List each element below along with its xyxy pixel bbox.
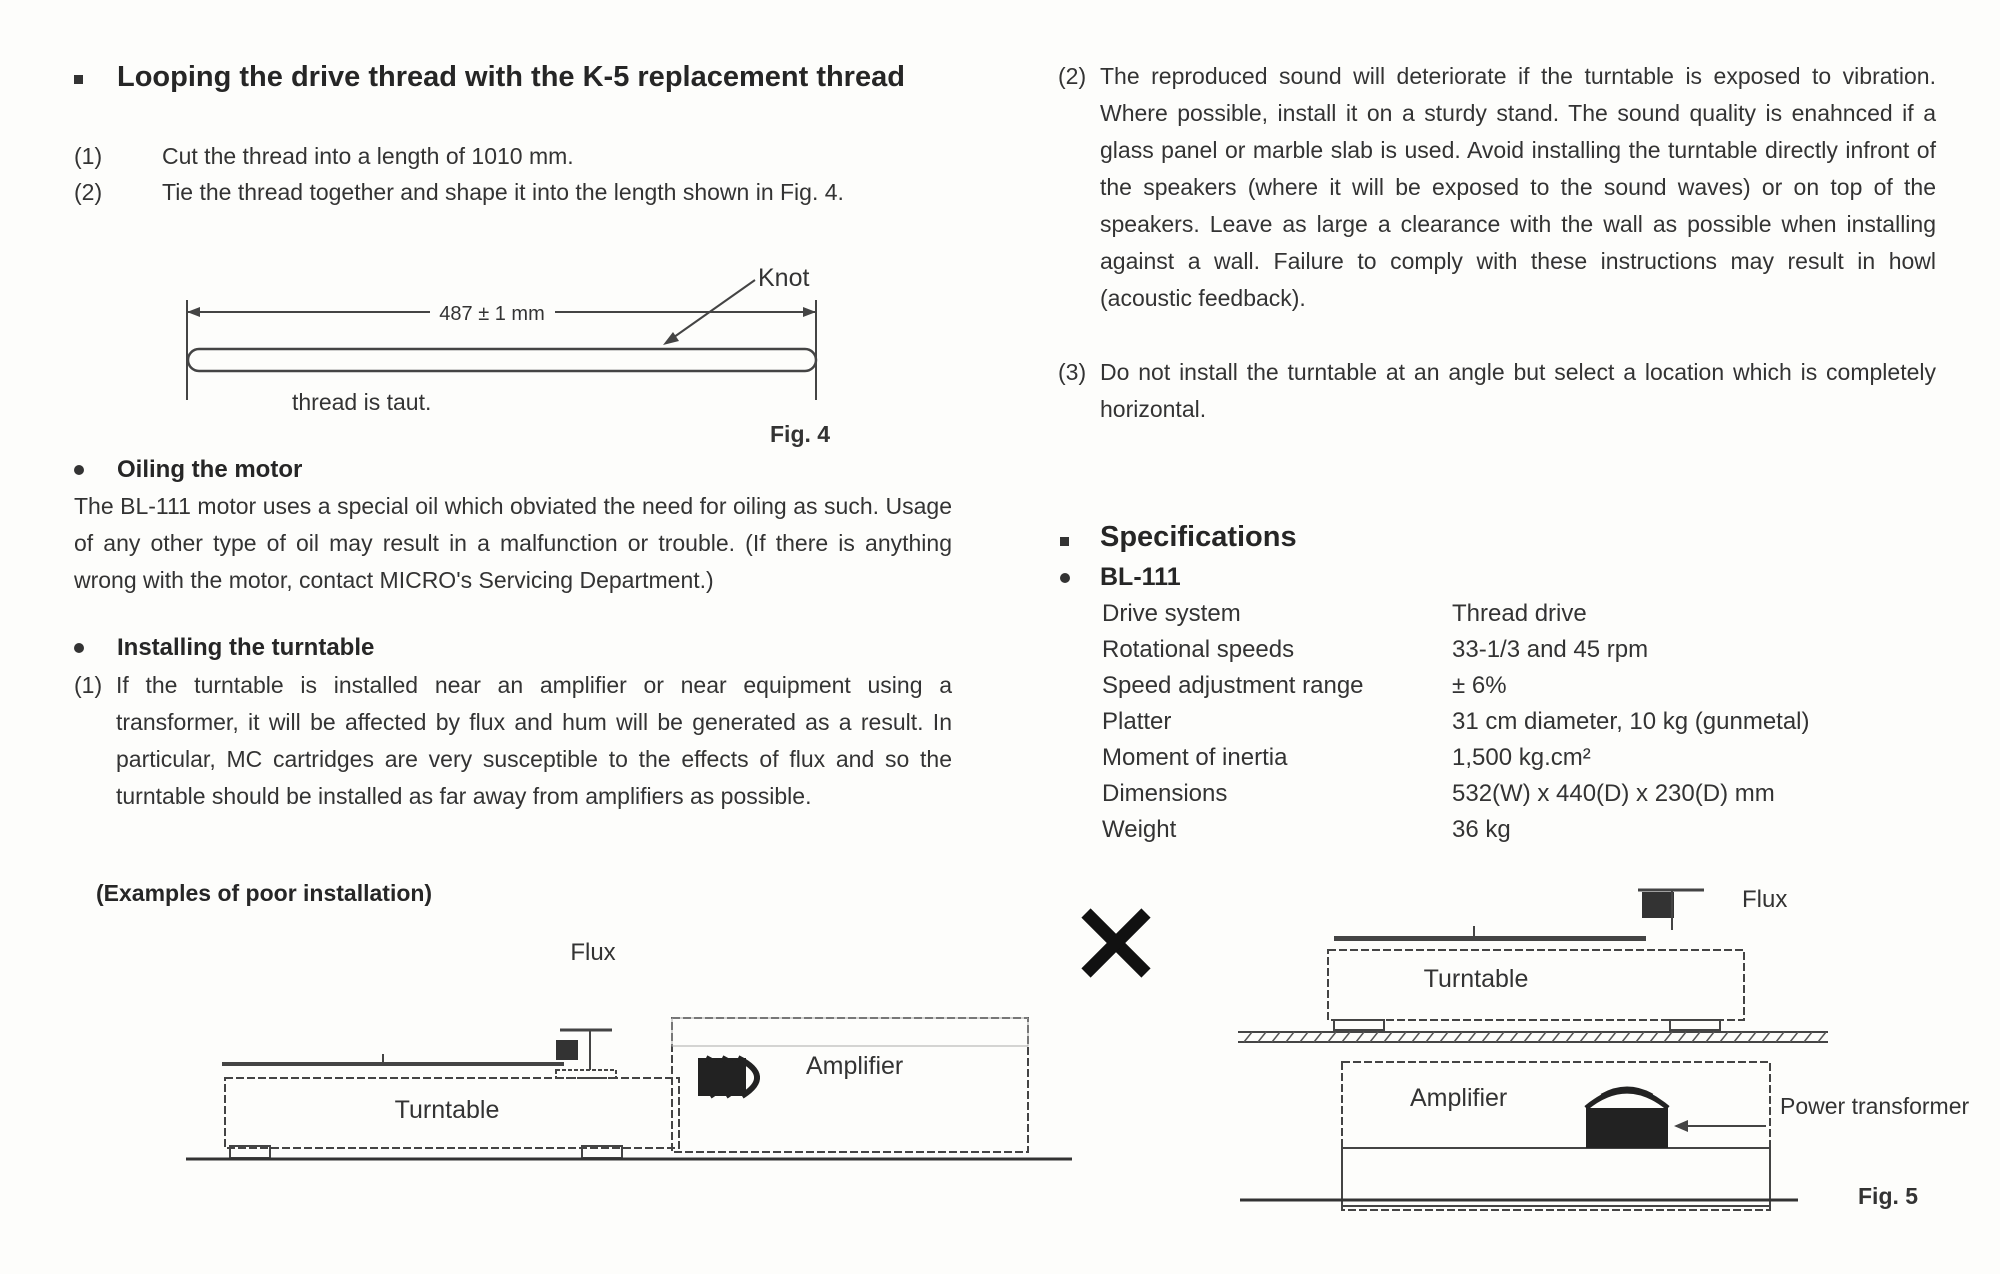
spec-row <box>1102 632 1922 668</box>
amplifier-label: Amplifier <box>806 1052 904 1080</box>
fig4-dimension: 487 ± 1 mm <box>439 303 545 325</box>
spec-row <box>1102 704 1922 740</box>
spec-value: 36 kg <box>1452 816 1511 843</box>
oiling-text: The BL-111 motor uses a special oil which obviated the need for oiling as such. Usage of any other type of oil may result in a malfunction or trouble. (If there is anything wrong with the motor, contact MICRO's Servicing Department.) <box>74 493 952 593</box>
specifications-heading: Specifications <box>1100 521 1297 553</box>
step-text: Tie the thread together and shape it into the length shown in Fig. 4. <box>162 179 844 205</box>
item-number: (2) <box>1058 63 1087 89</box>
spec-key: Dimensions <box>1102 780 1228 807</box>
step-number: (2) <box>74 179 103 205</box>
step-text: Cut the thread into a length of 1010 mm. <box>162 143 574 169</box>
taut-note: thread is taut. <box>292 389 432 415</box>
power-transformer-label <box>1780 1093 1970 1119</box>
spec-key: Platter <box>1102 708 1172 735</box>
fig4-thread-diagram <box>160 250 860 450</box>
vibration-text: The reproduced sound will deteriorate if the turntable is exposed to vibration. Where possible, install it on a sturdy stand. The sound quality is enahnced if a glass panel or marble slab is used. Avoid installing the turntable directly infront of the speakers (where it will be exposed to the sound waves) or on top of the speakers. Leave as large a clearance with the wall as possible when installing against a wall. Failure to comply with these instructions may result in howl (acoustic feedback). <box>1100 63 1936 311</box>
spec-row <box>1102 740 1922 776</box>
installing-item-text: If the turntable is installed near an amplifier or near equipment using a transformer, it will be affected by flux and hum will be generated as a result. In particular, MC cartridges are very susceptible to the effects of flux and so the turntable should be installed as far away from amplifiers as possible. <box>116 672 952 809</box>
spec-key: Moment of inertia <box>1102 744 1288 771</box>
section-bullet <box>1060 537 1069 546</box>
spec-value: 31 cm diameter, 10 kg (gunmetal) <box>1452 708 1810 735</box>
item-number: (3) <box>1058 359 1087 385</box>
section-bullet <box>74 643 84 653</box>
oiling-heading: Oiling the motor <box>117 456 303 483</box>
spec-row <box>1102 668 1922 704</box>
item-number: (1) <box>74 672 103 698</box>
model-name: BL-111 <box>1100 563 1181 591</box>
spec-value: ± 6% <box>1452 672 1507 699</box>
flux-label: Flux <box>570 939 616 966</box>
spec-value: 532(W) x 440(D) x 230(D) mm <box>1452 780 1775 807</box>
section-bullet <box>74 465 84 475</box>
power-transformer-text: Power transformer <box>1780 1093 1970 1119</box>
horizontal-text: Do not install the turntable at an angle but select a location which is completely horizontal. <box>1100 359 1936 422</box>
fig4-caption: Fig. 4 <box>770 421 831 447</box>
knot-label: Knot <box>758 264 810 292</box>
thread-loop <box>188 349 816 371</box>
fig5-stacked-installation-diagram <box>1230 870 2000 1220</box>
spec-key: Rotational speeds <box>1102 636 1295 663</box>
spec-row <box>1102 776 1922 812</box>
spec-key: Weight <box>1102 816 1177 843</box>
installing-heading: Installing the turntable <box>117 634 375 661</box>
step-number: (1) <box>74 143 103 169</box>
examples-title: (Examples of poor installation) <box>96 880 433 906</box>
fig5-caption: Fig. 5 <box>1858 1183 1919 1209</box>
fig5-amplifier-label: Amplifier <box>1410 1084 1508 1112</box>
poor-installation-diagram <box>170 930 1080 1170</box>
spec-value: Thread drive <box>1452 600 1587 627</box>
section-bullet <box>74 75 83 84</box>
spec-value: 33-1/3 and 45 rpm <box>1452 636 1649 663</box>
cross-icon <box>1078 905 1154 981</box>
looping-heading: Looping the drive thread with the K-5 replacement thread <box>117 61 905 93</box>
fig5-flux-label: Flux <box>1742 886 1788 913</box>
turntable-label: Turntable <box>394 1096 500 1124</box>
spec-value: 1,500 kg.cm² <box>1452 744 1591 771</box>
spec-key: Drive system <box>1102 600 1241 627</box>
spec-row <box>1102 812 1922 848</box>
spec-row <box>1102 596 1922 632</box>
section-bullet <box>1060 573 1070 583</box>
fig5-turntable-label: Turntable <box>1423 965 1529 993</box>
spec-key: Speed adjustment range <box>1102 672 1364 699</box>
